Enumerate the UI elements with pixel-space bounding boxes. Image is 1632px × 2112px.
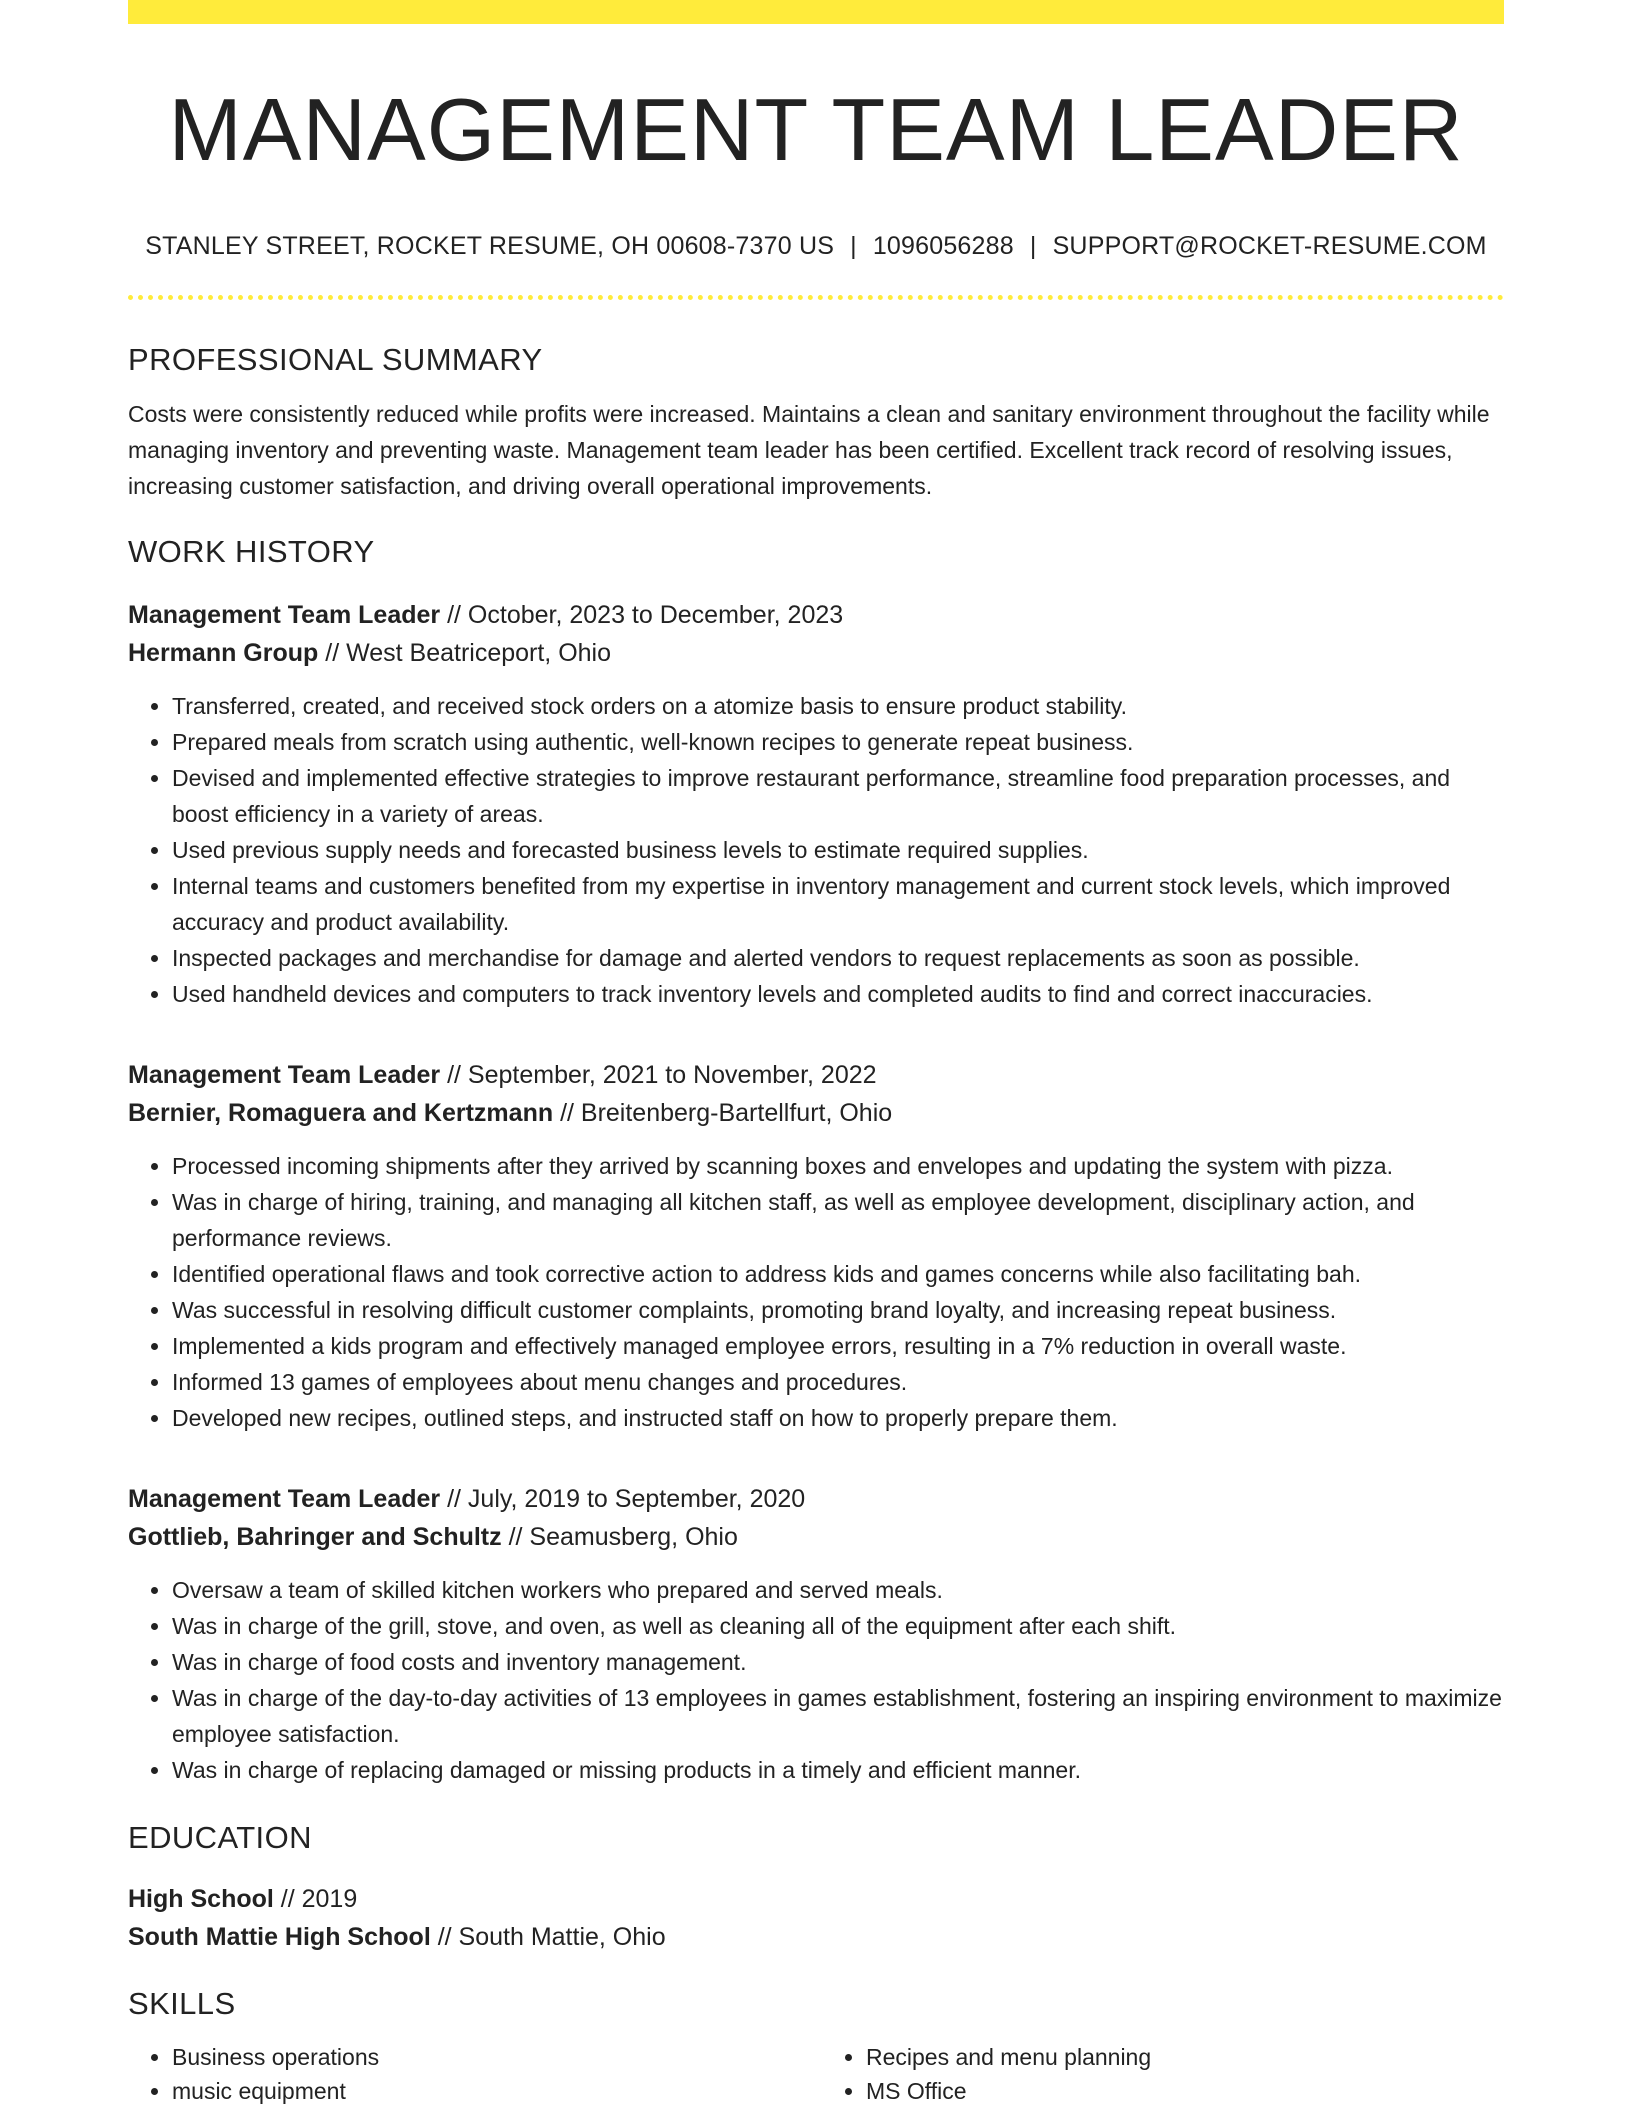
list-item: • Was in charge of the day-to-day activities of 13 employees in games establishment, fostering an inspiring environment to maximize employee satisfaction. <box>172 1680 1504 1752</box>
summary-text: Costs were consistently reduced while profits were increased. Maintains a clean and sanitary environment throughout the facility while managing inventory and preventing waste. Management team leader has been certified. Excellent track record of resolving issues, increasing customer satisfaction, and driving overall operational improvements. <box>128 401 1490 500</box>
education-location: // South Mattie, Ohio <box>430 1923 666 1952</box>
list-item: • Used handheld devices and computers to track inventory levels and completed audits to find and correct inaccuracies. <box>172 976 1504 1012</box>
list-item: • Transferred, created, and received stock orders on a atomize basis to ensure product stability. <box>172 688 1504 724</box>
education-degree: High School <box>128 1885 274 1914</box>
work-history-heading: WORK HISTORY <box>128 534 375 570</box>
list-item: • Informed 13 games of employees about menu changes and procedures. <box>172 1364 1504 1400</box>
list-item: • Was in charge of the grill, stove, and oven, as well as cleaning all of the equipment after each shift. <box>172 1608 1504 1644</box>
list-item: • Implemented a kids program and effectively managed employee errors, resulting in a 7% reduction in overall waste. <box>172 1328 1504 1364</box>
list-item: • Was in charge of food costs and inventory management. <box>172 1644 1504 1680</box>
job-dates: // September, 2021 to November, 2022 <box>440 1061 877 1090</box>
contact-email: SUPPORT@ROCKET-RESUME.COM <box>1052 232 1487 261</box>
list-item: • Internal teams and customers benefited from my expertise in inventory management and current stock levels, which improved accuracy and product availability. <box>172 868 1504 940</box>
resume-name: MANAGEMENT TEAM LEADER <box>168 80 1464 179</box>
list-item: • Developed new recipes, outlined steps, and instructed staff on how to properly prepare them. <box>172 1400 1504 1436</box>
job-role: Management Team Leader <box>128 1061 441 1090</box>
job-location: // Seamusberg, Ohio <box>501 1523 738 1552</box>
job-company-line <box>128 1518 1504 1556</box>
list-item: • MS Office <box>866 2074 1504 2108</box>
accent-top-bar <box>128 0 1504 24</box>
education-year: // 2019 <box>273 1885 358 1914</box>
job-role: Management Team Leader <box>128 1485 441 1514</box>
list-item: • Used previous supply needs and forecasted business levels to estimate required supplies. <box>172 832 1504 868</box>
job-role-line <box>128 1056 1504 1094</box>
list-item: • Was successful in resolving difficult customer complaints, promoting brand loyalty, and increasing repeat business. <box>172 1292 1504 1328</box>
dotted-divider <box>128 295 1504 300</box>
contact-separator: | <box>1029 232 1037 261</box>
list-item: • Oversaw a team of skilled kitchen workers who prepared and served meals. <box>172 1572 1504 1608</box>
contact-address: STANLEY STREET, ROCKET RESUME, OH 00608-7370 US <box>145 232 835 261</box>
list-item: • music equipment <box>172 2074 816 2108</box>
job-dates: // October, 2023 to December, 2023 <box>440 601 844 630</box>
job-company-line <box>128 1094 1504 1132</box>
job-company: Bernier, Romaguera and Kertzmann <box>128 1099 554 1128</box>
list-item: • Business operations <box>172 2040 816 2074</box>
list-item: • Was in charge of hiring, training, and managing all kitchen staff, as well as employee development, disciplinary action, and performance reviews. <box>172 1184 1504 1256</box>
education-heading: EDUCATION <box>128 1820 312 1856</box>
list-item: • Inspected packages and merchandise for damage and alerted vendors to request replacements as soon as possible. <box>172 940 1504 976</box>
job-company: Hermann Group <box>128 639 319 668</box>
job-company: Gottlieb, Bahringer and Schultz <box>128 1523 502 1552</box>
job-dates: // July, 2019 to September, 2020 <box>440 1485 806 1514</box>
job-location: // Breitenberg-Bartellfurt, Ohio <box>553 1099 893 1128</box>
contact-line <box>128 232 1504 261</box>
list-item: • Prepared meals from scratch using authentic, well-known recipes to generate repeat business. <box>172 724 1504 760</box>
list-item: • Processed incoming shipments after they arrived by scanning boxes and envelopes and updating the system with pizza. <box>172 1148 1504 1184</box>
job-role-line <box>128 596 1504 634</box>
contact-phone: 1096056288 <box>872 232 1014 261</box>
contact-separator: | <box>850 232 857 261</box>
skills-right-column <box>816 2040 1504 2108</box>
job-location: // West Beatriceport, Ohio <box>318 639 612 668</box>
job-company-line <box>128 634 1504 672</box>
job-entry <box>128 596 1504 1012</box>
list-item: • Recipes and menu planning <box>866 2040 1504 2074</box>
job-role-line <box>128 1480 1504 1518</box>
resume-page <box>128 0 1504 2108</box>
job-entry <box>128 1056 1504 1436</box>
job-bullets <box>128 688 1504 1012</box>
job-role: Management Team Leader <box>128 601 441 630</box>
list-item: • Was in charge of replacing damaged or missing products in a timely and efficient manner. <box>172 1752 1504 1788</box>
list-item: • Identified operational flaws and took corrective action to address kids and games concerns while also facilitating bah. <box>172 1256 1504 1292</box>
education-school-line <box>128 1918 1504 1956</box>
list-item: • Devised and implemented effective strategies to improve restaurant performance, streamline food preparation processes, and boost efficiency in a variety of areas. <box>172 760 1504 832</box>
skills-columns <box>128 2040 1504 2108</box>
summary-heading: PROFESSIONAL SUMMARY <box>128 342 543 378</box>
job-bullets <box>128 1148 1504 1436</box>
skills-heading: SKILLS <box>128 1986 236 2022</box>
job-entry <box>128 1480 1504 1788</box>
skills-left-column <box>128 2040 816 2108</box>
job-bullets <box>128 1572 1504 1788</box>
education-degree-line <box>128 1880 1504 1918</box>
education-entry <box>128 1880 1504 1956</box>
education-school: South Mattie High School <box>128 1923 431 1952</box>
